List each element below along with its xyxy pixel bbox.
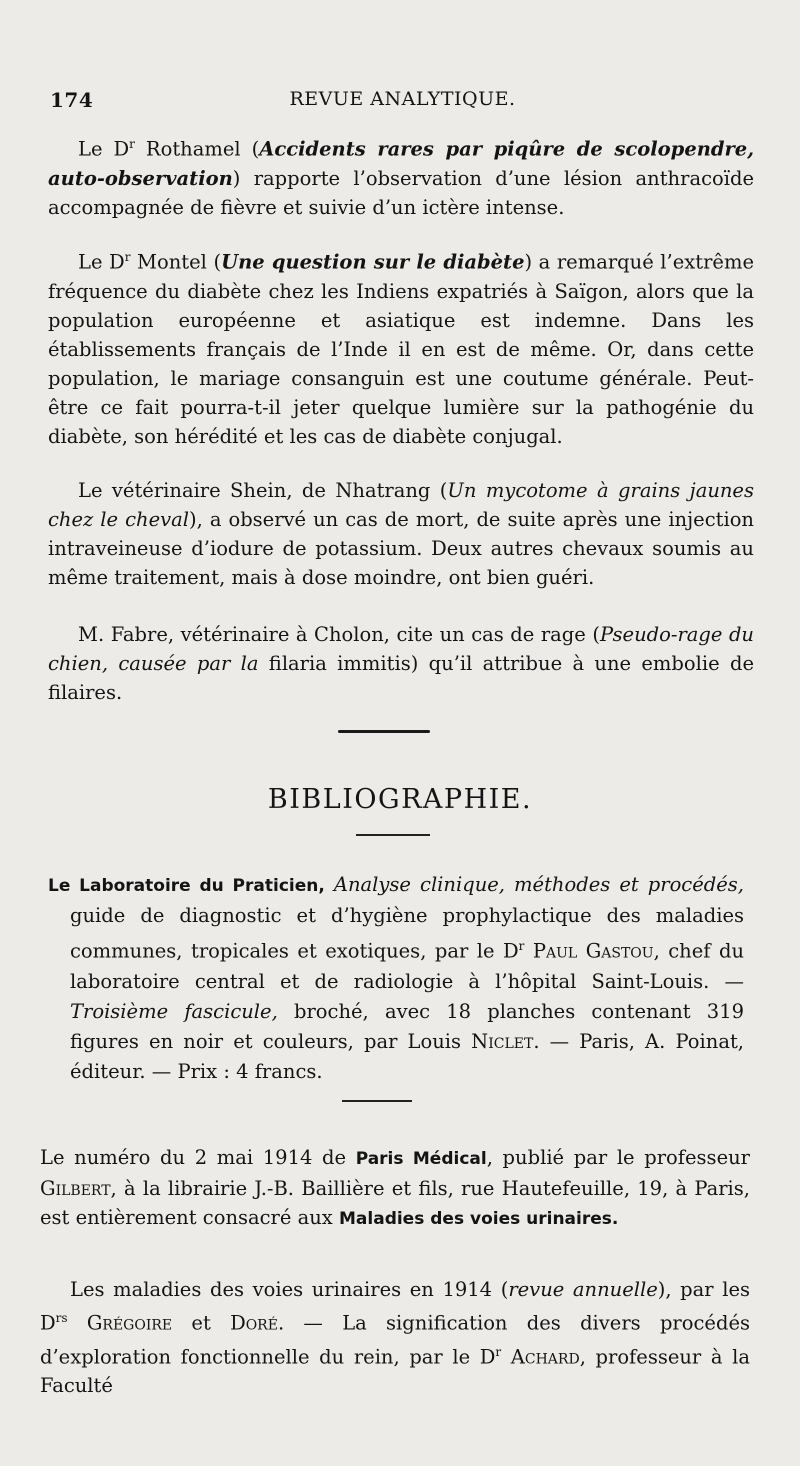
bib-entry: Le Laboratoire du Praticien, Analyse clinique, méthodes et procédés, guide de diagnostic et d’hygiène prophylactique des maladies communes, tropicales et exotiques, par le $D^r$ Paul Gastou, chef du laboratoire central et de radiologie à l’hôpital Saint-Louis. — Troisième fascicule, broché, avec 18 planches contenant 319 figures en noir et couleurs, par Louis Niclet. — Paris, A. Poinat, éditeur. — Prix : 4 francs. bbox=[48, 873, 745, 1083]
article-title: Accidents rares par piqûre de scolopendre, auto-observation bbox=[48, 137, 755, 190]
section-title: BIBLIOGRAPHIE. bbox=[267, 784, 533, 815]
author-name: Grégoire bbox=[86, 1311, 173, 1335]
page-number: 174 bbox=[50, 88, 94, 112]
author-name: Achard bbox=[510, 1345, 580, 1368]
bib-entry-voies-urinaires: Les maladies des voies urinaires en 1914 (revue annuelle), par les $D^{rs}$ Grégoire et Doré. — La signification des divers procédés d’exploration fonctionnelle du rein, par le $D^r$ Achard, professeur à la Faculté bbox=[40, 1278, 751, 1397]
running-head: REVUE ANALYTIQUE. bbox=[289, 88, 516, 110]
paragraph-fabre: M. Fabre, vétérinaire à Cholon, cite un cas de rage (Pseudo-rage du chien, causée par la filaria immitis) qu’il attribue à une embolie de filaires. bbox=[48, 623, 754, 704]
article-title: Une question sur le diabète bbox=[221, 250, 525, 274]
bib-entry-paris-medical: Le numéro du 2 mai 1914 de Paris Médical, publié par le professeur Gilbert, à la librairie J.-B. Baillière et fils, rue Hautefeuille, 19, à Paris, est entièrement consacré aux Maladies des voies urinaires. bbox=[40, 1146, 750, 1229]
entry-rule bbox=[342, 1100, 412, 1102]
author-name: Gilbert bbox=[40, 1177, 111, 1200]
author-name: Paul Gastou bbox=[532, 939, 654, 963]
bibliography bbox=[48, 870, 744, 1087]
section-rule bbox=[356, 834, 430, 836]
author-name: Niclet bbox=[471, 1029, 534, 1053]
ornament-rule bbox=[338, 730, 430, 733]
page-header bbox=[50, 88, 755, 116]
author-name: Doré bbox=[230, 1311, 278, 1335]
article-title: Un mycotome à grains jaunes chez le cheval bbox=[48, 479, 754, 531]
paragraph-shein: Le vétérinaire Shein, de Nhatrang (Un mycotome à grains jaunes chez le cheval), a observé un cas de mort, de suite après une injection intraveineuse d’iodure de potassium. Deux autres chevaux soumis au même traitement, mais à dose moindre, ont bien guéri. bbox=[48, 479, 754, 589]
article-title: Pseudo-rage du chien, causée par la bbox=[48, 623, 754, 675]
paragraph-rothamel: Le $D^r$ Rothamel (Accidents rares par piqûre de scolopendre, auto-observation) rapporte l’observation d’une lésion anthracoïde accompagnée de fièvre et suivie d’un ictère intense. bbox=[48, 137, 755, 219]
paragraph-montel: Le $D^r$ Montel (Une question sur le diabète) a remarqué l’extrême fréquence du diabète chez les Indiens expatriés à Saïgon, alors que la population européenne et asiatique est indemne. Dans les établissements français de l’Inde il en est de même. Or, dans cette population, le mariage consanguin est une coutume générale. Peut-être ce fait pourra-t-il jeter quelque lumière sur la pathogénie du diabète, son hérédité et les cas de diabète conjugal. bbox=[48, 250, 755, 448]
